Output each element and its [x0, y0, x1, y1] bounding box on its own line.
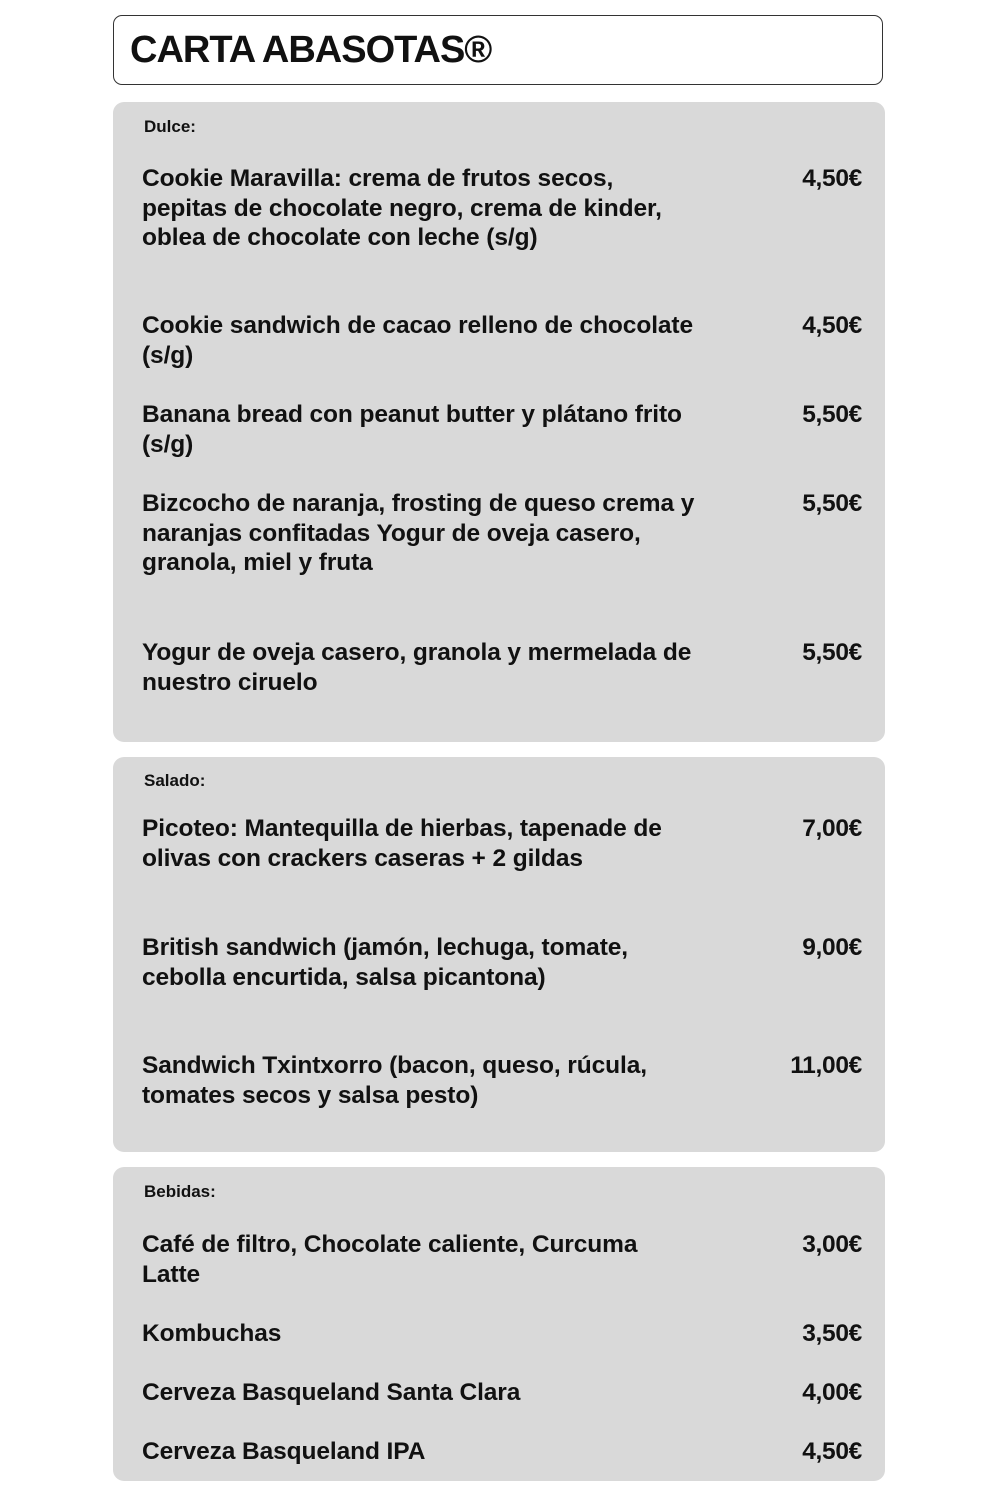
item-description: Cerveza Basqueland IPA — [142, 1438, 426, 1465]
item-price: 7,00€ — [802, 815, 862, 842]
section-heading: Dulce: — [144, 117, 196, 136]
item-description: Kombuchas — [142, 1320, 282, 1347]
item-price: 5,50€ — [802, 401, 862, 428]
item-description: Bizcocho de naranja, frosting de queso crema y naranjas confitadas Yogur de oveja casero, granola, miel y fruta — [142, 490, 695, 576]
menu-item — [142, 1051, 862, 1110]
item-description: Picoteo: Mantequilla de hierbas, tapenade de olivas con crackers caseras + 2 gildas — [142, 815, 662, 872]
item-description: Banana bread con peanut butter y plátano frito (s/g) — [142, 401, 682, 458]
menu-item — [142, 1378, 862, 1408]
item-price: 3,50€ — [802, 1320, 862, 1347]
section-dulce — [113, 102, 885, 742]
menu-item — [142, 1230, 862, 1289]
item-description: Cerveza Basqueland Santa Clara — [142, 1379, 521, 1406]
menu-item — [142, 814, 862, 873]
item-price: 3,00€ — [802, 1231, 862, 1258]
item-description: Cookie Maravilla: crema de frutos secos, pepitas de chocolate negro, crema de kinder, oblea de chocolate con leche (s/g) — [142, 165, 662, 251]
menu-item — [142, 489, 862, 578]
section-heading: Bebidas: — [144, 1182, 216, 1201]
menu-item — [142, 311, 862, 370]
item-price: 11,00€ — [790, 1052, 862, 1079]
menu-item — [142, 400, 862, 459]
menu-item — [142, 1437, 862, 1467]
item-price: 4,00€ — [802, 1379, 862, 1406]
menu-item — [142, 1319, 862, 1349]
section-bebidas — [113, 1167, 885, 1481]
item-description: British sandwich (jamón, lechuga, tomate, cebolla encurtida, salsa picantona) — [142, 934, 628, 991]
item-description: Café de filtro, Chocolate caliente, Curcuma Latte — [142, 1231, 638, 1288]
item-price: 9,00€ — [802, 934, 862, 961]
item-price: 4,50€ — [802, 165, 862, 192]
section-salado — [113, 757, 885, 1152]
item-description: Yogur de oveja casero, granola y mermelada de nuestro ciruelo — [142, 639, 692, 696]
item-price: 4,50€ — [802, 1438, 862, 1465]
menu-title-box — [113, 15, 883, 85]
menu-item — [142, 164, 862, 253]
item-description: Sandwich Txintxorro (bacon, queso, rúcula, tomates secos y salsa pesto) — [142, 1052, 647, 1109]
item-price: 5,50€ — [802, 490, 862, 517]
menu-title: CARTA ABASOTAS® — [130, 29, 492, 71]
menu-item — [142, 933, 862, 992]
item-price: 4,50€ — [802, 312, 862, 339]
menu-item — [142, 638, 862, 697]
item-description: Cookie sandwich de cacao relleno de chocolate (s/g) — [142, 312, 694, 369]
item-price: 5,50€ — [802, 639, 862, 666]
section-heading: Salado: — [144, 771, 206, 790]
